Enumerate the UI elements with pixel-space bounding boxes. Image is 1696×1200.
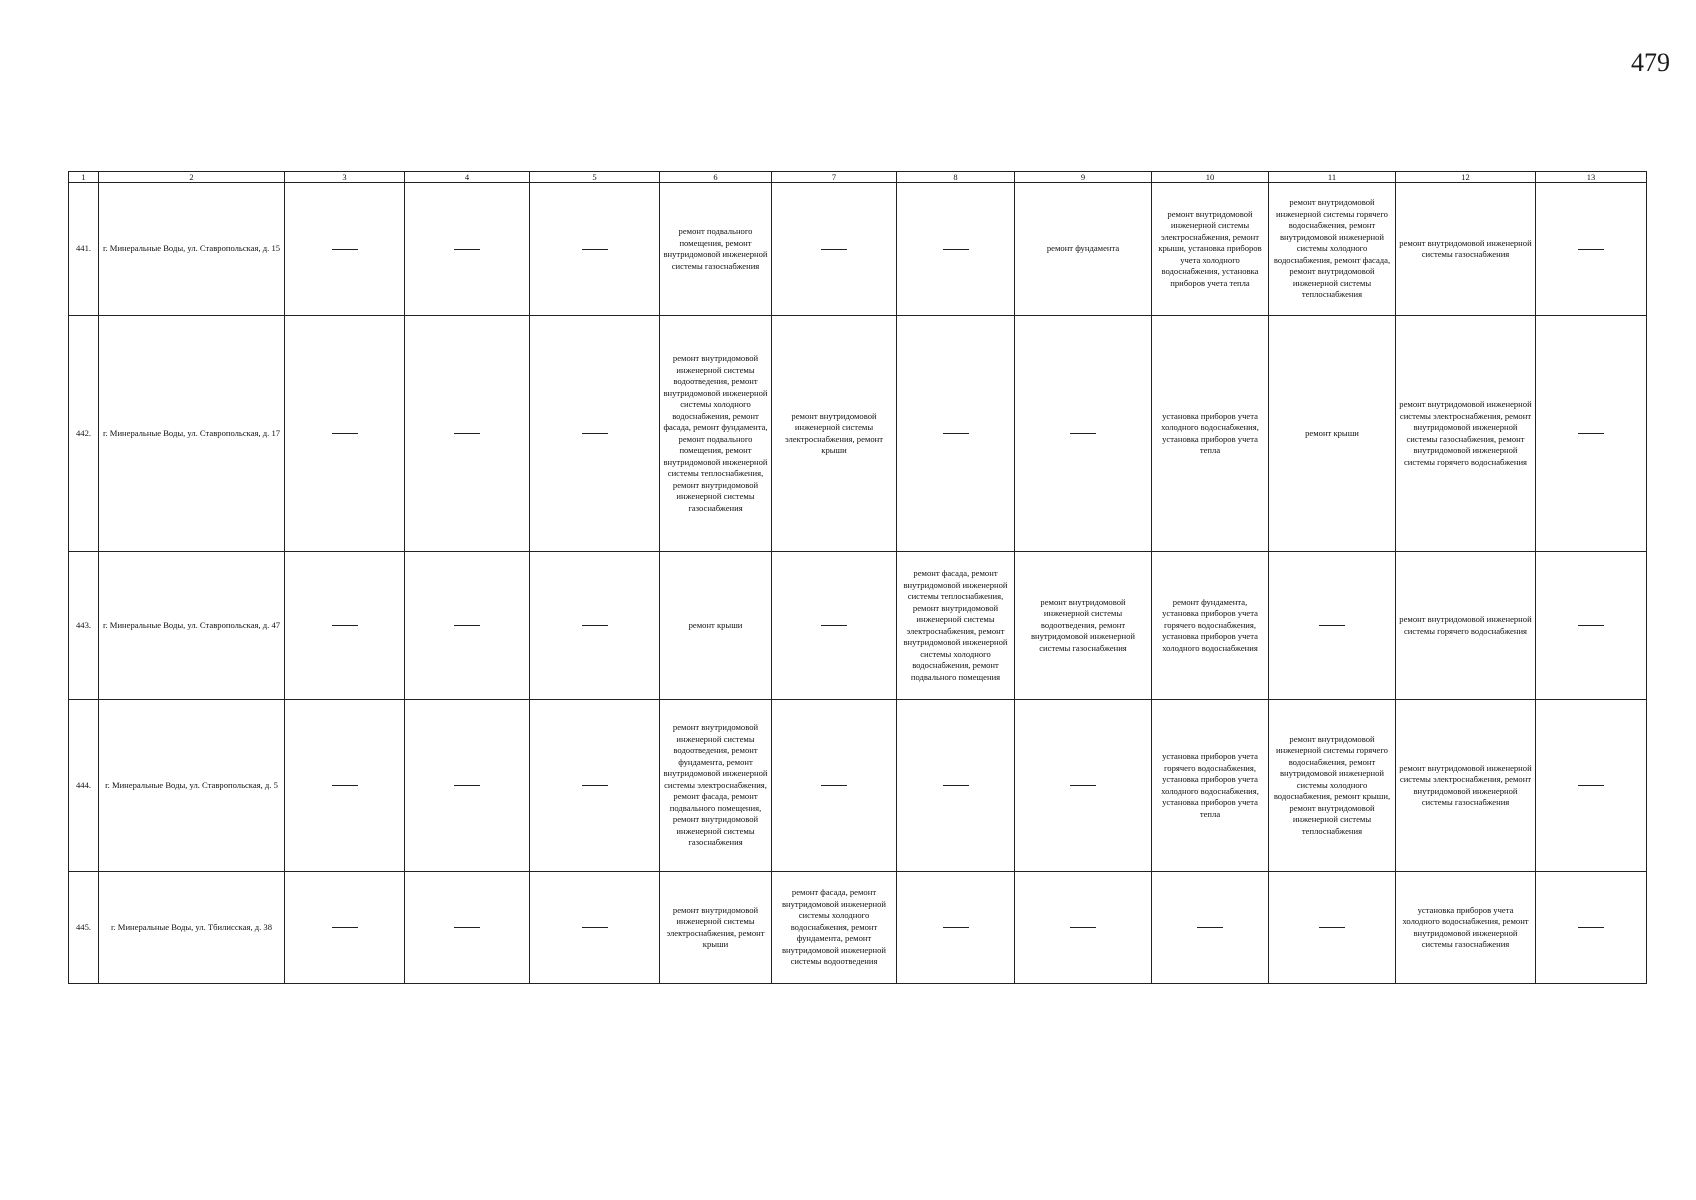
address-cell: г. Минеральные Воды, ул. Тбилисская, д. 38 <box>99 872 285 984</box>
work-cell: установка приборов учета холодного водоснабжения, ремонт внутридомовой инженерной системы газоснабжения <box>1396 872 1536 984</box>
dash-mark <box>943 927 969 928</box>
dash-mark <box>454 625 480 626</box>
dash-mark <box>1578 785 1604 786</box>
dash-mark <box>1578 433 1604 434</box>
empty-cell <box>1536 872 1647 984</box>
empty-cell <box>1536 183 1647 316</box>
column-header: 7 <box>772 172 897 183</box>
address-cell: г. Минеральные Воды, ул. Ставропольская, д. 5 <box>99 700 285 872</box>
work-cell: установка приборов учета горячего водоснабжения, установка приборов учета холодного водоснабжения, установка приборов учета тепла <box>1152 700 1269 872</box>
empty-cell <box>405 700 530 872</box>
column-header: 6 <box>660 172 772 183</box>
table-row <box>69 552 1647 700</box>
address-cell: г. Минеральные Воды, ул. Ставропольская, д. 17 <box>99 316 285 552</box>
work-cell: ремонт фундамента <box>1015 183 1152 316</box>
column-header: 8 <box>897 172 1015 183</box>
work-cell: ремонт внутридомовой инженерной системы газоснабжения <box>1396 183 1536 316</box>
column-number-row <box>69 172 1647 183</box>
empty-cell <box>1536 552 1647 700</box>
empty-cell <box>530 183 660 316</box>
column-header: 5 <box>530 172 660 183</box>
column-header: 9 <box>1015 172 1152 183</box>
empty-cell <box>1269 552 1396 700</box>
work-cell: установка приборов учета холодного водоснабжения, установка приборов учета тепла <box>1152 316 1269 552</box>
dash-mark <box>454 927 480 928</box>
work-cell: ремонт фасада, ремонт внутридомовой инженерной системы теплоснабжения, ремонт внутридомовой инженерной системы электроснабжения, ремонт внутридомовой инженерной системы холодного водоснабжения, ремонт подвального помещения <box>897 552 1015 700</box>
empty-cell <box>405 872 530 984</box>
dash-mark <box>332 249 358 250</box>
dash-mark <box>821 249 847 250</box>
table-row <box>69 872 1647 984</box>
page-number: 479 <box>1631 48 1670 77</box>
dash-mark <box>821 625 847 626</box>
column-header: 10 <box>1152 172 1269 183</box>
dash-mark <box>1197 927 1223 928</box>
column-header: 12 <box>1396 172 1536 183</box>
empty-cell <box>1536 316 1647 552</box>
column-header: 13 <box>1536 172 1647 183</box>
column-header: 4 <box>405 172 530 183</box>
dash-mark <box>1578 249 1604 250</box>
dash-mark <box>1319 625 1345 626</box>
work-cell: ремонт внутридомовой инженерной системы электроснабжения, ремонт внутридомовой инженерной системы газоснабжения, ремонт внутридомовой инженерной системы горячего водоснабжения <box>1396 316 1536 552</box>
work-cell: ремонт фасада, ремонт внутридомовой инженерной системы холодного водоснабжения, ремонт фундамента, ремонт внутридомовой инженерной системы водоотведения <box>772 872 897 984</box>
table-row <box>69 183 1647 316</box>
empty-cell <box>1152 872 1269 984</box>
empty-cell <box>530 700 660 872</box>
dash-mark <box>821 785 847 786</box>
work-cell: ремонт подвального помещения, ремонт внутридомовой инженерной системы газоснабжения <box>660 183 772 316</box>
dash-mark <box>582 927 608 928</box>
empty-cell <box>1015 872 1152 984</box>
empty-cell <box>772 552 897 700</box>
empty-cell <box>530 552 660 700</box>
empty-cell <box>285 316 405 552</box>
empty-cell <box>1536 700 1647 872</box>
dash-mark <box>1578 625 1604 626</box>
empty-cell <box>285 552 405 700</box>
empty-cell <box>285 700 405 872</box>
empty-cell <box>897 700 1015 872</box>
table-row <box>69 316 1647 552</box>
empty-cell <box>285 872 405 984</box>
dash-mark <box>332 785 358 786</box>
row-number: 443. <box>69 552 99 700</box>
dash-mark <box>332 433 358 434</box>
work-cell: ремонт внутридомовой инженерной системы водоотведения, ремонт внутридомовой инженерной системы холодного водоснабжения, ремонт фасада, ремонт фундамента, ремонт подвального помещения, ремонт внутридомовой инженерной системы теплоснабжения, ремонт внутридомовой инженерной системы газоснабжения <box>660 316 772 552</box>
capital-repair-table <box>68 171 1647 984</box>
dash-mark <box>1578 927 1604 928</box>
column-header: 3 <box>285 172 405 183</box>
column-header: 1 <box>69 172 99 183</box>
empty-cell <box>530 316 660 552</box>
dash-mark <box>943 249 969 250</box>
row-number: 442. <box>69 316 99 552</box>
address-cell: г. Минеральные Воды, ул. Ставропольская, д. 15 <box>99 183 285 316</box>
dash-mark <box>582 625 608 626</box>
dash-mark <box>943 785 969 786</box>
empty-cell <box>897 183 1015 316</box>
column-header: 2 <box>99 172 285 183</box>
empty-cell <box>285 183 405 316</box>
dash-mark <box>1319 927 1345 928</box>
empty-cell <box>1015 316 1152 552</box>
work-cell: ремонт внутридомовой инженерной системы электроснабжения, ремонт крыши, установка приборов учета холодного водоснабжения, установка приборов учета тепла <box>1152 183 1269 316</box>
row-number: 444. <box>69 700 99 872</box>
empty-cell <box>772 700 897 872</box>
dash-mark <box>454 785 480 786</box>
work-cell: ремонт внутридомовой инженерной системы водоотведения, ремонт внутридомовой инженерной системы газоснабжения <box>1015 552 1152 700</box>
empty-cell <box>405 552 530 700</box>
work-cell: ремонт внутридомовой инженерной системы электроснабжения, ремонт крыши <box>660 872 772 984</box>
dash-mark <box>332 625 358 626</box>
dash-mark <box>582 249 608 250</box>
empty-cell <box>1015 700 1152 872</box>
empty-cell <box>405 316 530 552</box>
empty-cell <box>405 183 530 316</box>
work-cell: ремонт внутридомовой инженерной системы электроснабжения, ремонт внутридомовой инженерной системы газоснабжения <box>1396 700 1536 872</box>
empty-cell <box>772 183 897 316</box>
work-cell: ремонт внутридомовой инженерной системы горячего водоснабжения, ремонт внутридомовой инженерной системы холодного водоснабжения, ремонт фасада, ремонт внутридомовой инженерной системы теплоснабжения <box>1269 183 1396 316</box>
work-cell: ремонт внутридомовой инженерной системы горячего водоснабжения <box>1396 552 1536 700</box>
table-row <box>69 700 1647 872</box>
work-cell: ремонт фундамента, установка приборов учета горячего водоснабжения, установка приборов учета холодного водоснабжения <box>1152 552 1269 700</box>
dash-mark <box>582 785 608 786</box>
work-cell: ремонт внутридомовой инженерной системы водоотведения, ремонт фундамента, ремонт внутридомовой инженерной системы электроснабжения, ремонт фасада, ремонт подвального помещения, ремонт внутридомовой инженерной системы газоснабжения <box>660 700 772 872</box>
dash-mark <box>454 433 480 434</box>
work-cell: ремонт внутридомовой инженерной системы горячего водоснабжения, ремонт внутридомовой инженерной системы холодного водоснабжения, ремонт крыши, ремонт внутридомовой инженерной системы теплоснабжения <box>1269 700 1396 872</box>
dash-mark <box>454 249 480 250</box>
empty-cell <box>530 872 660 984</box>
dash-mark <box>1070 433 1096 434</box>
address-cell: г. Минеральные Воды, ул. Ставропольская, д. 47 <box>99 552 285 700</box>
row-number: 445. <box>69 872 99 984</box>
dash-mark <box>1070 785 1096 786</box>
row-number: 441. <box>69 183 99 316</box>
work-cell: ремонт крыши <box>660 552 772 700</box>
dash-mark <box>1070 927 1096 928</box>
dash-mark <box>943 433 969 434</box>
empty-cell <box>897 316 1015 552</box>
work-cell: ремонт внутридомовой инженерной системы электроснабжения, ремонт крыши <box>772 316 897 552</box>
dash-mark <box>332 927 358 928</box>
empty-cell <box>897 872 1015 984</box>
work-cell: ремонт крыши <box>1269 316 1396 552</box>
dash-mark <box>582 433 608 434</box>
empty-cell <box>1269 872 1396 984</box>
column-header: 11 <box>1269 172 1396 183</box>
